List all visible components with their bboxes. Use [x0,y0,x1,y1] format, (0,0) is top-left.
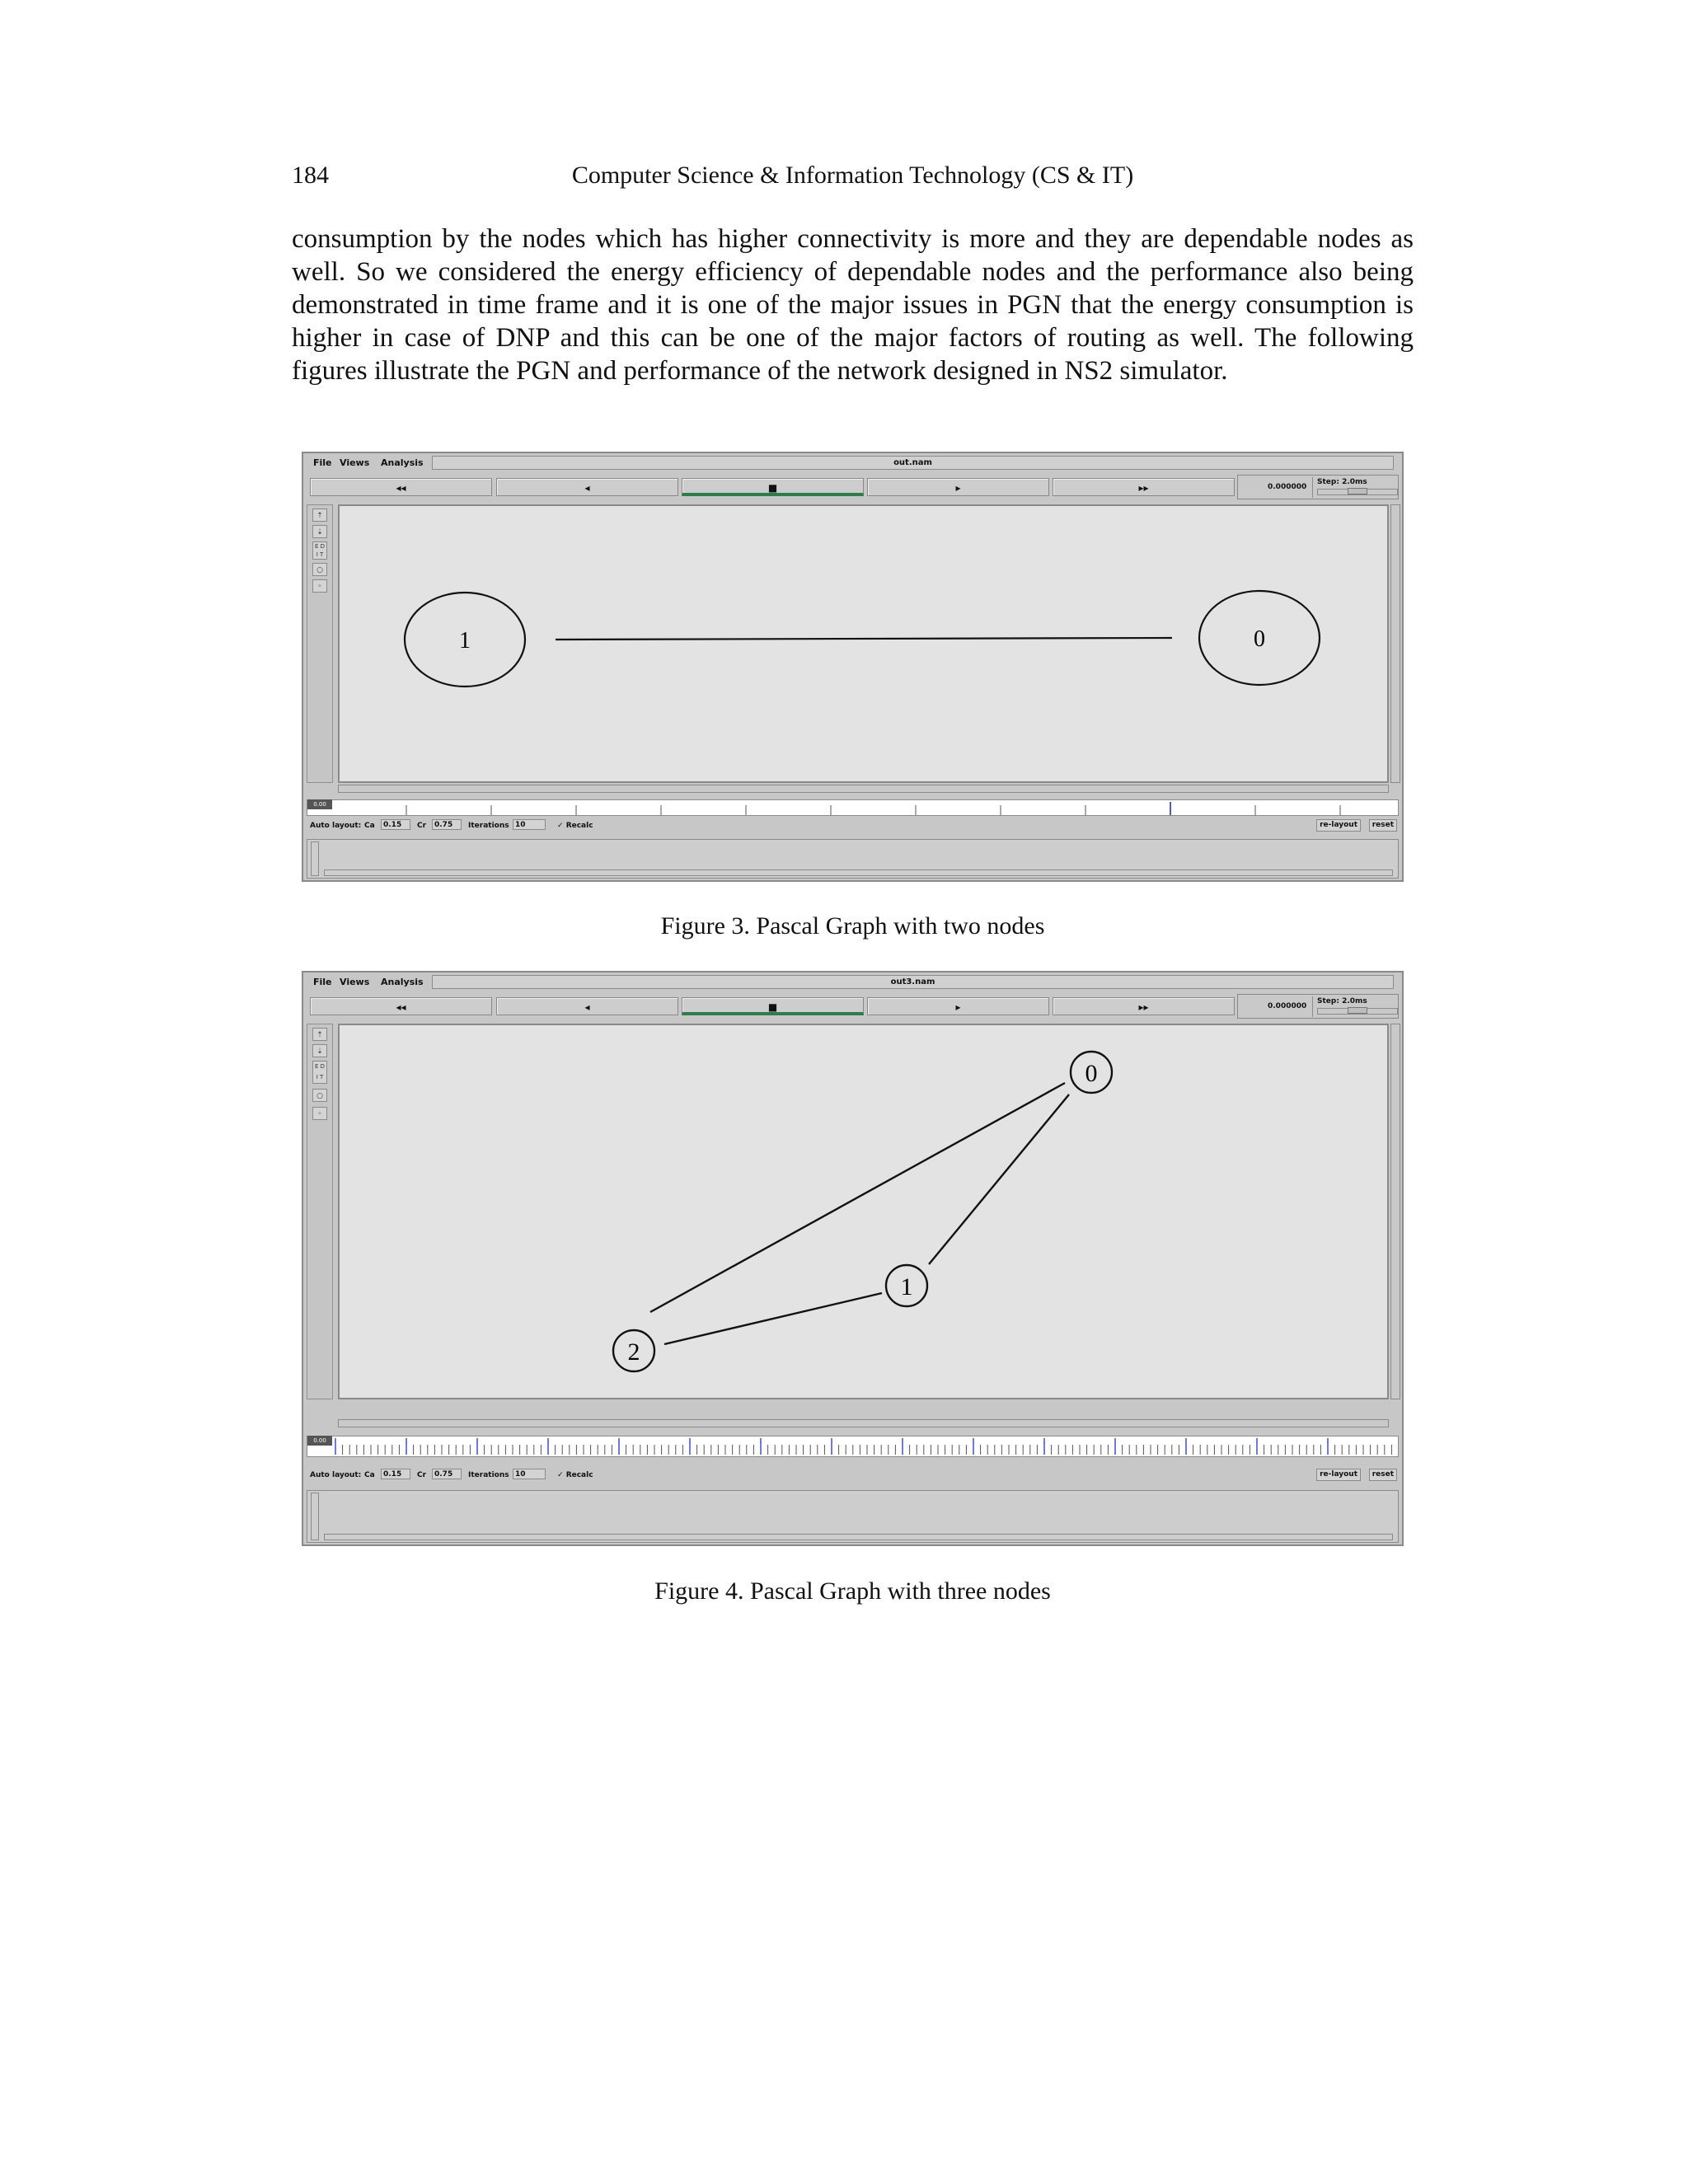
figure-4-caption: Figure 4. Pascal Graph with three nodes [654,1577,1051,1605]
nam-window-figure-4 [302,971,1404,1546]
edge-1-0 [556,638,1172,640]
node-0-label: 0 [1254,626,1265,652]
nam-window-figure-3 [302,452,1404,882]
fast-forward-button[interactable]: ▸▸ [1053,478,1235,496]
reset-button[interactable]: reset [1369,1469,1397,1481]
filename-field: out3.nam [432,975,1394,989]
cr-label: Cr [417,822,427,830]
dot-icon[interactable]: ◦ [312,579,327,593]
auto-layout-bar [303,1469,1402,1483]
time-display: 0.000000 [1268,1002,1307,1010]
step-slider-thumb[interactable] [1348,1007,1367,1014]
menu-bar [303,453,1402,473]
tool-strip [307,504,333,783]
iterations-input[interactable]: 10 [513,1469,546,1479]
timeline-ticks [307,1436,1401,1456]
vertical-scrollbar[interactable] [1390,504,1400,783]
annotation-pane [307,1490,1399,1543]
page-number: 184 [292,162,329,189]
menu-views[interactable]: Views [340,977,370,987]
node-1-label: 1 [900,1273,913,1301]
horizontal-scrollbar[interactable] [338,1419,1389,1427]
stop-button[interactable]: ■ [682,997,864,1015]
recalc-label: Recalc [565,822,593,830]
timeline[interactable] [307,799,1399,816]
menu-analysis[interactable]: Analysis [381,977,424,987]
edit-icon[interactable]: E D I T [312,1061,327,1084]
rewind-button[interactable]: ◂ [496,997,678,1015]
step-slider-thumb[interactable] [1348,488,1367,494]
figure-3-caption: Figure 3. Pascal Graph with two nodes [660,912,1045,940]
time-panel [1237,994,1399,1019]
graph-svg [340,1025,1392,1398]
relayout-button[interactable]: re-layout [1316,819,1361,832]
circle-icon[interactable]: ○ [312,563,327,576]
circle-icon[interactable]: ○ [312,1089,327,1102]
dot-icon[interactable]: ◦ [312,1107,327,1120]
auto-layout-label: Auto layout: [310,822,362,830]
reset-button[interactable]: reset [1369,819,1397,832]
time-display: 0.000000 [1268,483,1307,491]
step-label: Step: 2.0ms [1317,997,1367,1005]
timeline-marker: 0.00 [307,799,332,809]
auto-layout-bar [303,819,1402,834]
timeline-marker: 0.00 [307,1436,332,1446]
ca-input[interactable]: 0.15 [381,819,410,830]
separator [1312,996,1313,1017]
body-paragraph: consumption by the nodes which has higher connectivity is more and they are dependable nodes as well. So we considered the energy efficiency of dependable nodes and the performance also being demonstrated in time frame and it is one of the major issues in PGN that the energy consumption is higher in case of DNP and this can be one of the major factors of routing as well. The following figures illustrate the PGN and performance of the network designed in NS2 simulator. [292,224,1414,386]
running-head: Computer Science & Information Technology (CS & IT) [571,162,1134,189]
rewind-fast-button[interactable]: ◂◂ [310,478,492,496]
graph-svg [340,506,1392,781]
zoom-out-icon[interactable]: ⇣ [312,525,327,538]
edge-2-0 [650,1083,1065,1312]
timeline-ticks [307,800,1401,815]
page-header [292,162,1414,194]
node-0-label: 0 [1085,1060,1098,1087]
play-button[interactable]: ▸ [867,478,1049,496]
annotation-hscroll[interactable] [324,869,1393,876]
edge-2-1 [664,1293,882,1344]
cr-input[interactable]: 0.75 [432,1469,462,1479]
step-slider[interactable] [1317,1008,1398,1015]
annotation-vscroll[interactable] [311,1493,319,1540]
node-2-label: 2 [627,1338,640,1366]
menu-views[interactable]: Views [340,457,370,468]
network-canvas[interactable] [338,504,1389,783]
tool-strip [307,1024,333,1399]
network-canvas[interactable] [338,1024,1389,1399]
menu-analysis[interactable]: Analysis [381,457,424,468]
rewind-fast-button[interactable]: ◂◂ [310,997,492,1015]
play-button[interactable]: ▸ [867,997,1049,1015]
recalc-checkbox[interactable]: ✓ Recalc [557,1471,593,1479]
relayout-button[interactable]: re-layout [1316,1469,1361,1481]
zoom-in-icon[interactable]: ⇡ [312,1028,327,1041]
iterations-label: Iterations [468,822,509,830]
fast-forward-button[interactable]: ▸▸ [1053,997,1235,1015]
vertical-scrollbar[interactable] [1390,1024,1400,1399]
separator [1312,477,1313,498]
time-panel [1237,475,1399,499]
menu-bar [303,972,1402,992]
step-slider[interactable] [1317,489,1398,495]
iterations-input[interactable]: 10 [513,819,546,830]
ca-label: Ca [364,822,375,830]
zoom-out-icon[interactable]: ⇣ [312,1044,327,1057]
timeline[interactable] [307,1436,1399,1457]
rewind-button[interactable]: ◂ [496,478,678,496]
horizontal-scrollbar[interactable] [338,785,1389,793]
zoom-in-icon[interactable]: ⇡ [312,509,327,522]
menu-file[interactable]: File [313,457,332,468]
recalc-checkbox[interactable]: ✓ Recalc [557,822,593,830]
ca-label: Ca [364,1471,375,1479]
cr-input[interactable]: 0.75 [432,819,462,830]
cr-label: Cr [417,1471,427,1479]
step-label: Step: 2.0ms [1317,478,1367,486]
annotation-hscroll[interactable] [324,1534,1393,1540]
node-1-label: 1 [459,628,471,654]
filename-field: out.nam [432,456,1394,470]
iterations-label: Iterations [468,1471,509,1479]
ca-input[interactable]: 0.15 [381,1469,410,1479]
annotation-vscroll[interactable] [311,841,319,876]
auto-layout-label: Auto layout: [310,1471,362,1479]
recalc-label: Recalc [565,1471,593,1479]
annotation-pane [307,839,1399,879]
stop-button[interactable]: ■ [682,478,864,496]
menu-file[interactable]: File [313,977,332,987]
edit-icon[interactable]: E D I T [312,541,327,560]
